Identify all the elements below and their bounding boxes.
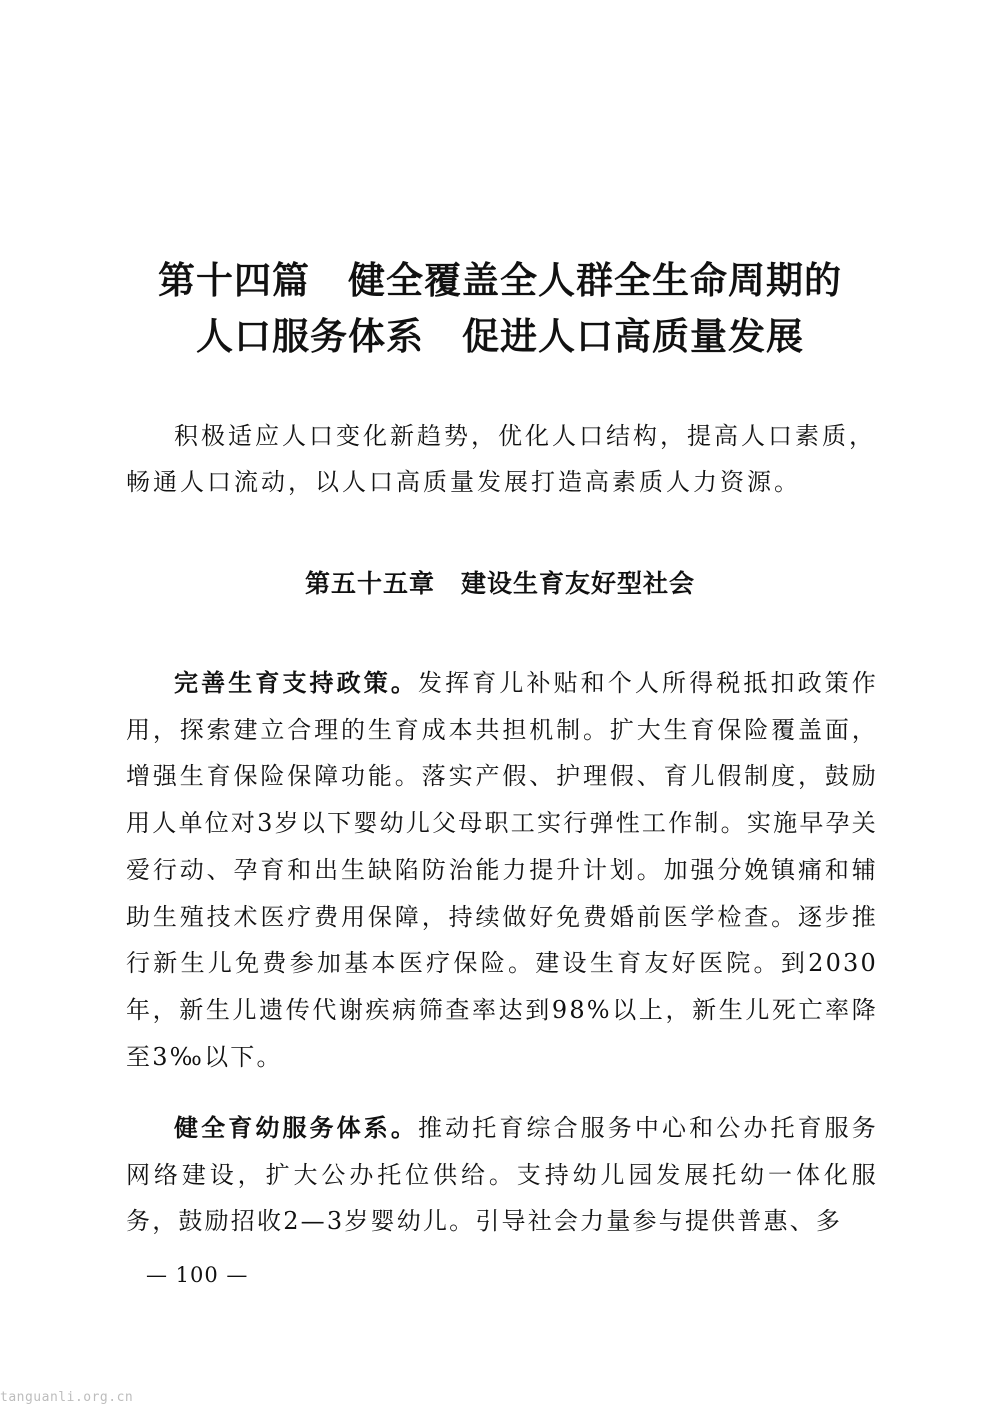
- page-number: — 100 —: [146, 1263, 249, 1287]
- paragraph-body-text: 发挥育儿补贴和个人所得税抵扣政策作用，探索建立合理的生育成本共担机制。扩大生育保险覆盖面，增强生育保险保障功能。落实产假、护理假、育儿假制度，鼓励用人单位对3岁以下婴幼儿父母职工实行弹性工作制。实施早孕关爱行动、孕育和出生缺陷防治能力提升计划。加强分娩镇痛和辅助生殖技术医疗费用保障，持续做好免费婚前医学检查。逐步推行新生儿免费参加基本医疗保险。建设生育友好医院。到2030年，新生儿遗传代谢疾病筛查率达到98%以上，新生儿死亡率降至3‰以下。: [126, 669, 878, 1071]
- paragraph-birth-support-policy: [126, 660, 878, 1080]
- paragraph-lead-heading: 健全育幼服务体系。: [174, 1114, 419, 1142]
- watermark: tanguanli.org.cn: [0, 1390, 134, 1405]
- part-title-line-1: 第十四篇 健全覆盖全人群全生命周期的: [158, 258, 842, 302]
- paragraph-childcare-service-system: [126, 1105, 878, 1245]
- paragraph-body-text: 推动托育综合服务中心和公办托育服务网络建设，扩大公办托位供给。支持幼儿园发展托幼一体化服务，鼓励招收2—3岁婴幼儿。引导社会力量参与提供普惠、多: [126, 1114, 878, 1236]
- paragraph-lead-heading: 完善生育支持政策。: [174, 669, 419, 697]
- chapter-title: 第五十五章 建设生育友好型社会: [304, 569, 695, 598]
- part-title: [130, 252, 870, 364]
- intro-paragraph: 积极适应人口变化新趋势，优化人口结构，提高人口素质，畅通人口流动，以人口高质量发展打造高素质人力资源。: [126, 422, 876, 496]
- part-title-line-2: 人口服务体系 促进人口高质量发展: [196, 314, 804, 358]
